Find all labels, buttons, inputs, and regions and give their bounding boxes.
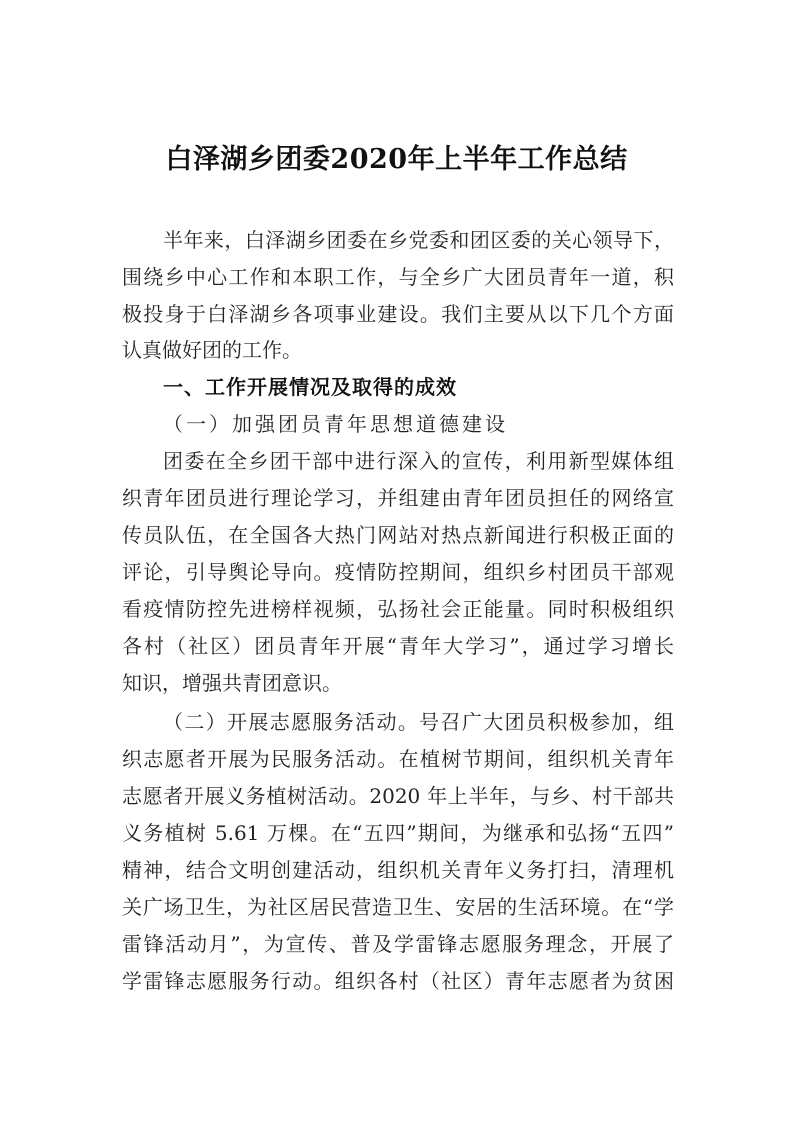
para2-line-2: 织志愿者开展为民服务活动。在植树节期间，组织机关青年 xyxy=(122,747,674,771)
para2-line-5: 精神，结合文明创建活动，组织机关青年义务打扫，清理机 xyxy=(122,858,674,882)
para1-line-5: 看疫情防控先进榜样视频，弘扬社会正能量。同时积极组织 xyxy=(122,597,674,621)
intro-line-2: 围绕乡中心工作和本职工作，与全乡广大团员青年一道，积 xyxy=(122,265,674,289)
intro-line-3: 极投身于白泽湖乡各项事业建设。我们主要从以下几个方面 xyxy=(122,302,674,326)
para1-line-7: 知识，增强共青团意识。 xyxy=(122,671,342,695)
para2-line-8: 学雷锋志愿服务行动。组织各村（社区）青年志愿者为贫困 xyxy=(122,969,674,993)
para2-line-3: 志愿者开展义务植树活动。2020 年上半年，与乡、村干部共 xyxy=(122,784,674,808)
para1-line-6: 各村（社区）团员青年开展“青年大学习”，通过学习增长 xyxy=(122,634,674,658)
intro-line-4: 认真做好团的工作。 xyxy=(122,338,302,362)
para1-line-2: 织青年团员进行理论学习，并组建由青年团员担任的网络宣 xyxy=(122,486,674,510)
subsection-heading-1: （一）加强团员青年思想道德建设 xyxy=(163,412,508,436)
para1-line-3: 传员队伍，在全国各大热门网站对热点新闻进行积极正面的 xyxy=(122,523,674,547)
para2-line-6: 关广场卫生，为社区居民营造卫生、安居的生活环境。在“学 xyxy=(122,895,674,919)
document-title: 白泽湖乡团委2020年上半年工作总结 xyxy=(165,144,628,175)
para2-line-1: （二）开展志愿服务活动。号召广大团员积极参加，组 xyxy=(163,710,674,734)
para1-line-4: 评论，引导舆论导向。疫情防控期间，组织乡村团员干部观 xyxy=(122,560,674,584)
para1-line-1: 团委在全乡团干部中进行深入的宣传，利用新型媒体组 xyxy=(163,449,674,473)
intro-line-1: 半年来，白泽湖乡团委在乡党委和团区委的关心领导下， xyxy=(163,228,674,252)
para2-line-4: 义务植树 5.61 万棵。在“五四”期间，为继承和弘扬“五四” xyxy=(122,821,674,845)
para2-line-7: 雷锋活动月”，为宣传、普及学雷锋志愿服务理念，开展了 xyxy=(122,932,674,956)
section-heading-1: 一、工作开展情况及取得的成效 xyxy=(163,375,457,399)
